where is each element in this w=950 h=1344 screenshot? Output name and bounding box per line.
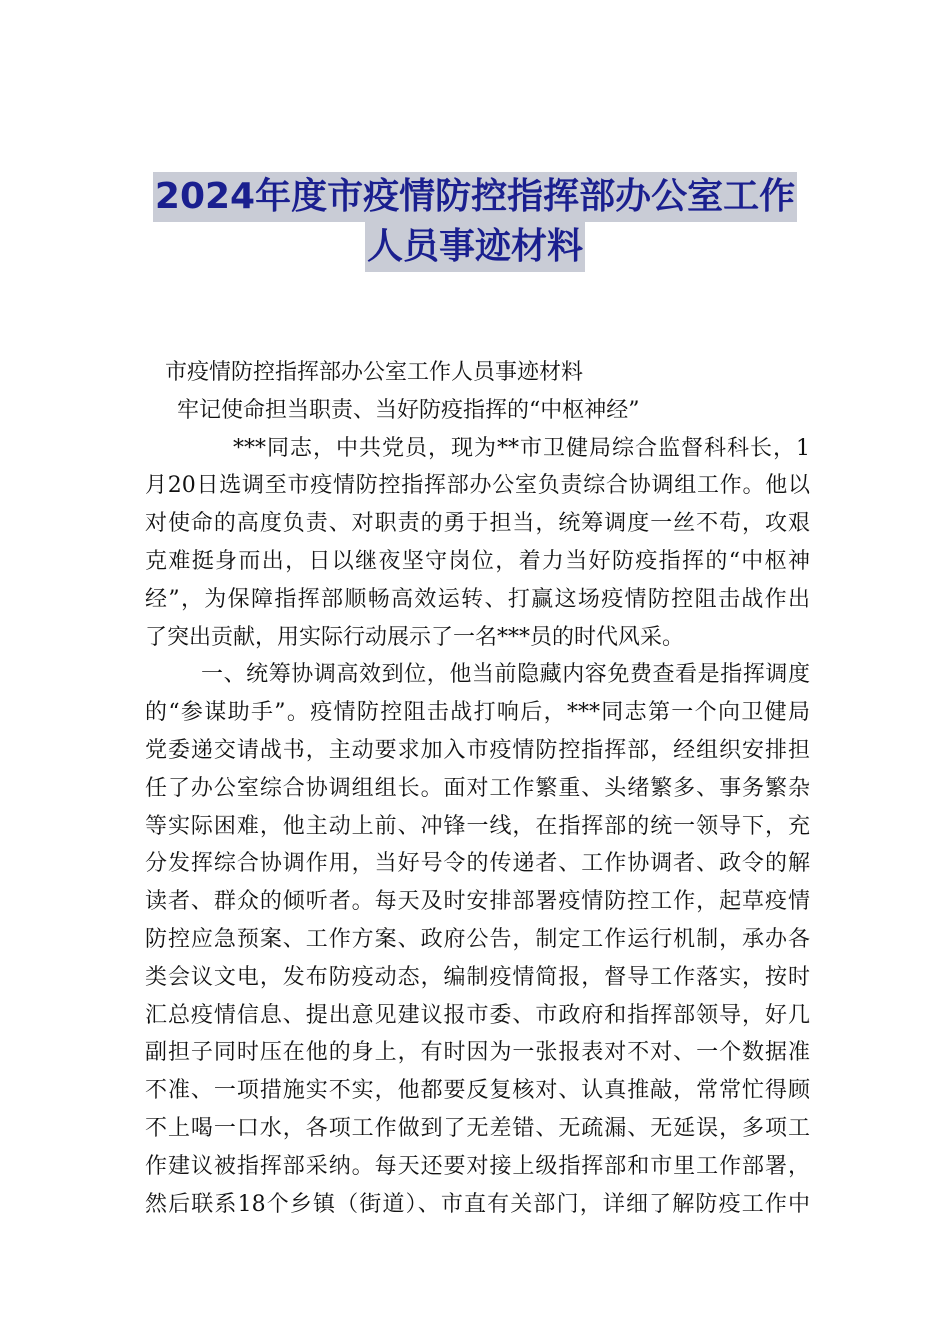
text-line: 作建议被指挥部采纳。每天还要对接上级指挥部和市里工作部署， <box>145 1153 810 1179</box>
document-title <box>0 172 950 272</box>
text-line: 防控应急预案、工作方案、政府公告，制定工作运行机制，承办各 <box>145 926 810 952</box>
text-line: 不上喝一口水，各项工作做到了无差错、无疏漏、无延误，多项工 <box>145 1115 810 1141</box>
paragraph-1 <box>145 430 810 657</box>
text-line: 克难挺身而出，日以继夜坚守岗位，着力当好防疫指挥的“中枢神 <box>145 548 810 574</box>
text-line: 任了办公室综合协调组组长。面对工作繁重、头绪繁多、事务繁杂 <box>145 775 810 801</box>
text-line: 然后联系18个乡镇（街道）、市直有关部门，详细了解防疫工作中 <box>145 1191 810 1217</box>
title-line-2: 人员事迹材料 <box>365 222 585 272</box>
text-line: ***同志，中共党员，现为**市卫健局综合监督科科长，1 <box>233 435 810 461</box>
title-line-1: 2024年度市疫情防控指挥部办公室工作 <box>153 172 797 222</box>
text-line: 等实际困难，他主动上前、冲锋一线，在指挥部的统一领导下，充 <box>145 813 810 839</box>
text-line: 经”，为保障指挥部顺畅高效运转、打赢这场疫情防控阻击战作出 <box>145 586 810 612</box>
text-line: 了突出贡献，用实际行动展示了一名***员的时代风采。 <box>145 624 685 650</box>
text-line: 月20日选调至市疫情防控指挥部办公室负责综合协调组工作。他以 <box>145 473 810 499</box>
text-line: 的“参谋助手”。疫情防控阻击战打响后，***同志第一个向卫健局 <box>145 700 810 726</box>
text-line: 对使命的高度负责、对职责的勇于担当，统筹调度一丝不苟，攻艰 <box>145 511 810 537</box>
document-body <box>145 354 810 1223</box>
text-line: 类会议文电，发布防疫动态，编制疫情简报，督导工作落实，按时 <box>145 964 810 990</box>
text-line: 党委递交请战书，主动要求加入市疫情防控指挥部，经组织安排担 <box>145 737 810 763</box>
subtitle-line: 市疫情防控指挥部办公室工作人员事迹材料 <box>165 360 584 385</box>
text-line: 不准、一项措施实不实，他都要反复核对、认真推敲，常常忙得顾 <box>145 1078 810 1104</box>
paragraph-2 <box>145 656 810 1223</box>
text-line: 副担子同时压在他的身上，有时因为一张报表对不对、一个数据准 <box>145 1040 810 1066</box>
text-line: 汇总疫情信息、提出意见建议报市委、市政府和指挥部领导，好几 <box>145 1002 810 1028</box>
text-line: 读者、群众的倾听者。每天及时安排部署疫情防控工作，起草疫情 <box>145 889 810 915</box>
text-line: 分发挥综合协调作用，当好号令的传递者、工作协调者、政令的解 <box>145 851 810 877</box>
text-line: 一、统筹协调高效到位，他当前隐藏内容免费查看是指挥调度 <box>201 662 810 688</box>
section-heading: 牢记使命担当职责、当好防疫指挥的“中枢神经” <box>177 397 640 423</box>
